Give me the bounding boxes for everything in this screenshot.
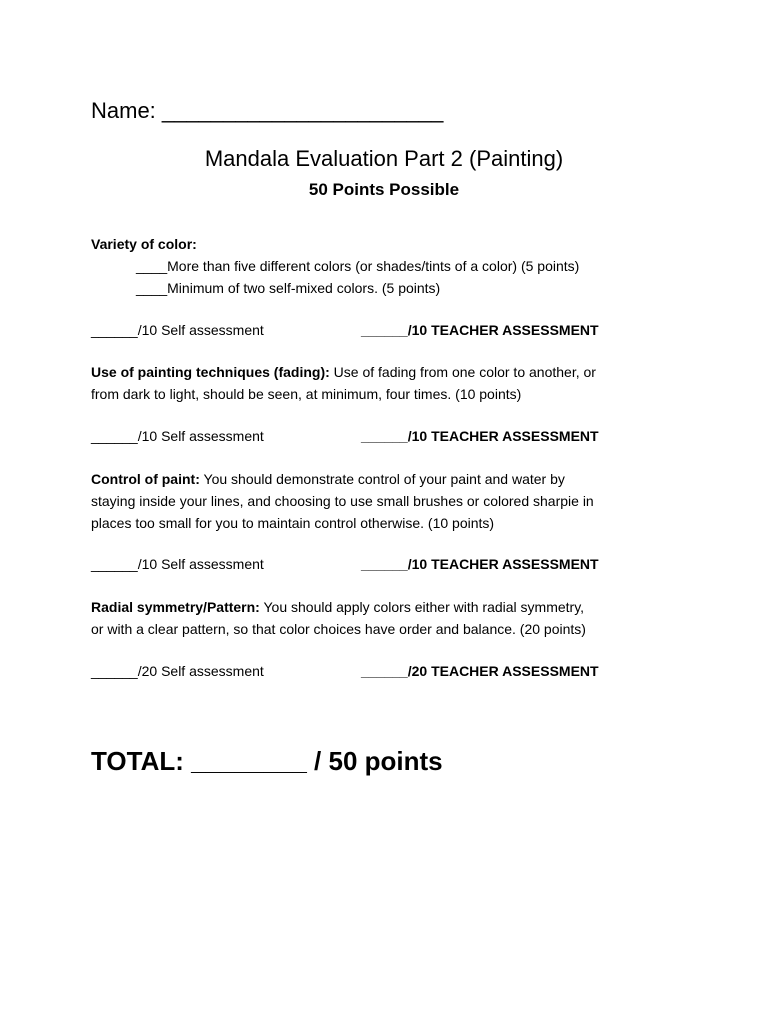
control-text-2: staying inside your lines, and choosing to use small brushes or colored sharpie in xyxy=(91,493,594,509)
control-text-3: places too small for you to maintain control otherwise. (10 points) xyxy=(91,515,495,531)
name-field-line: Name: _______________________ xyxy=(91,98,444,123)
techniques-self-assessment: ______/10 Self assessment xyxy=(91,428,264,444)
control-heading: Control of paint: xyxy=(91,471,200,487)
symmetry-self-assessment: ______/20 Self assessment xyxy=(91,663,264,679)
techniques-paragraph-line-1 xyxy=(91,361,596,383)
symmetry-text-2: or with a clear pattern, so that color choices have order and balance. (20 points) xyxy=(91,621,586,637)
symmetry-text-1: You should apply colors either with radial symmetry, xyxy=(259,599,585,615)
techniques-text-2: from dark to light, should be seen, at minimum, four times. (10 points) xyxy=(91,386,522,402)
symmetry-heading: Radial symmetry/Pattern: xyxy=(91,599,260,615)
total-score: TOTAL: ________ / 50 points xyxy=(91,746,443,776)
color-teacher-assessment: ______/10 TEACHER ASSESSMENT xyxy=(361,322,599,338)
techniques-text-1: Use of fading from one color to another, or xyxy=(329,364,596,380)
techniques-teacher-assessment: ______/10 TEACHER ASSESSMENT xyxy=(361,428,599,444)
color-self-assessment: ______/10 Self assessment xyxy=(91,322,264,338)
control-paragraph-line-1 xyxy=(91,468,565,490)
page-subtitle: 50 Points Possible xyxy=(308,180,460,199)
control-self-assessment: ______/10 Self assessment xyxy=(91,556,264,572)
techniques-heading: Use of painting techniques (fading): xyxy=(91,364,330,380)
color-heading: Variety of color: xyxy=(91,236,197,252)
control-teacher-assessment: ______/10 TEACHER ASSESSMENT xyxy=(361,556,599,572)
control-text-1: You should demonstrate control of your paint and water by xyxy=(199,471,565,487)
symmetry-paragraph-line-1 xyxy=(91,596,584,618)
page-title: Mandala Evaluation Part 2 (Painting) xyxy=(204,146,564,171)
color-criterion-1: ____More than five different colors (or shades/tints of a color) (5 points) xyxy=(136,258,580,274)
color-criterion-2: ____Minimum of two self-mixed colors. (5 points) xyxy=(136,280,441,296)
symmetry-teacher-assessment: ______/20 TEACHER ASSESSMENT xyxy=(361,663,599,679)
